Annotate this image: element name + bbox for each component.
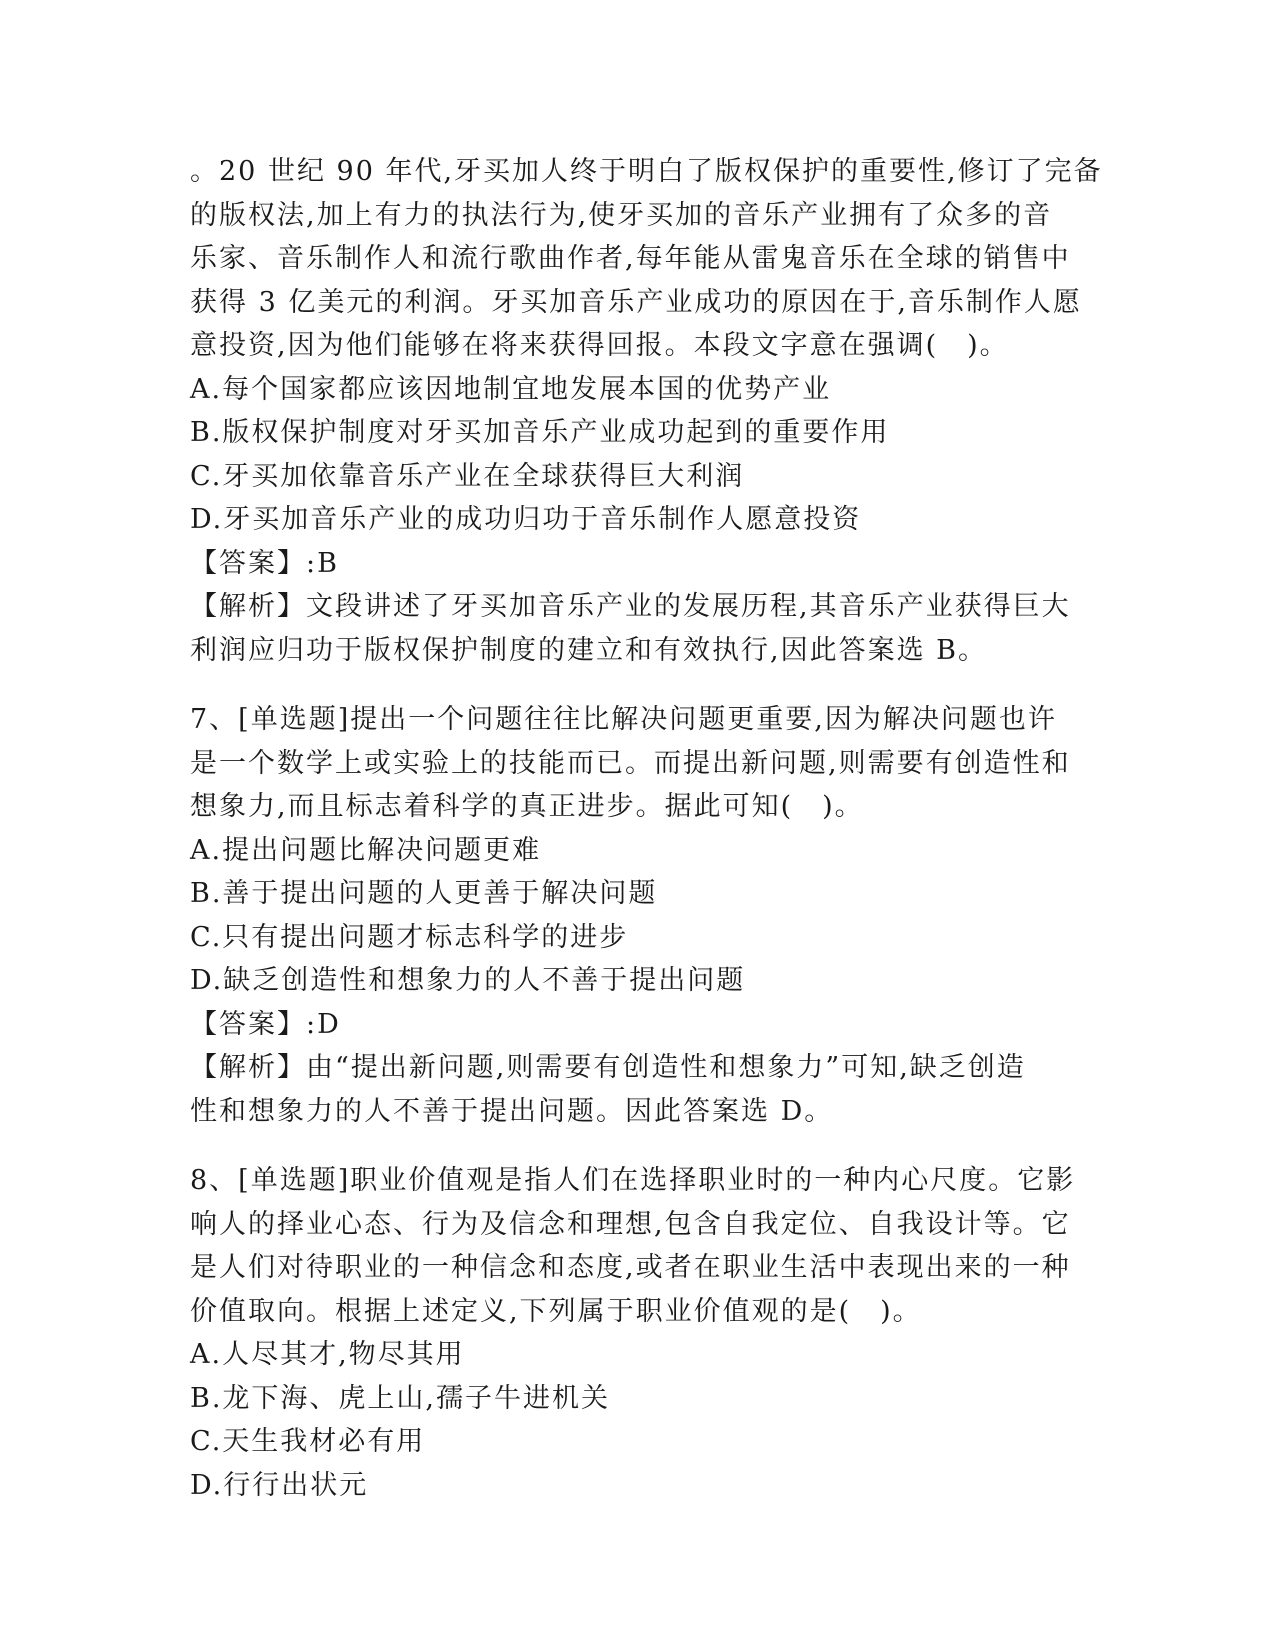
answer-line: 【答案】:D xyxy=(190,1008,341,1040)
stem-line: 。20 世纪 90 年代,牙买加人终于明白了版权保护的重要性,修订了完备 xyxy=(190,156,1103,187)
option-d: D.行行出状元 xyxy=(190,1469,369,1501)
answer-line: 【答案】:B xyxy=(190,547,339,579)
question-block-6 xyxy=(190,150,1103,672)
stem-line: 乐家、音乐制作人和流行歌曲作者,每年能从雷鬼音乐在全球的销售中 xyxy=(190,243,1071,274)
options-list xyxy=(190,368,1090,542)
stem-line: 获得 3 亿美元的利润。牙买加音乐产业成功的原因在于,音乐制作人愿 xyxy=(190,286,1082,318)
option-a: A.人尽其才,物尽其用 xyxy=(190,1339,465,1370)
stem-line: 是人们对待职业的一种信念和态度,或者在职业生活中表现出来的一种 xyxy=(190,1252,1071,1283)
option-b: B.善于提出问题的人更善于解决问题 xyxy=(190,878,658,909)
stem-line: 价值取向。根据上述定义,下列属于职业价值观的是( )。 xyxy=(190,1295,922,1327)
question-block-7 xyxy=(190,698,1090,1133)
option-d: D.缺乏创造性和想象力的人不善于提出问题 xyxy=(190,965,746,996)
analysis xyxy=(190,585,1090,672)
analysis-line: 利润应归功于版权保护制度的建立和有效执行,因此答案选 B。 xyxy=(190,634,988,666)
option-c: C.牙买加依靠音乐产业在全球获得巨大利润 xyxy=(190,460,745,492)
stem-line: 7、[单选题]提出一个问题往往比解决问题更重要,因为解决问题也许 xyxy=(190,704,1057,735)
spacer xyxy=(190,1133,1090,1159)
option-a: A.提出问题比解决问题更难 xyxy=(190,834,542,866)
options-list xyxy=(190,829,1090,1003)
stem-line: 的版权法,加上有力的执法行为,使牙买加的音乐产业拥有了众多的音 xyxy=(190,199,1053,231)
option-b: B.版权保护制度对牙买加音乐产业成功起到的重要作用 xyxy=(190,417,890,448)
option-a: A.每个国家都应该因地制宜地发展本国的优势产业 xyxy=(190,373,832,405)
option-c: C.只有提出问题才标志科学的进步 xyxy=(190,921,629,953)
stem-line: 响人的择业心态、行为及信念和理想,包含自我定位、自我设计等。它 xyxy=(190,1208,1071,1240)
spacer xyxy=(190,672,1090,698)
stem-line: 是一个数学上或实验上的技能而已。而提出新问题,则需要有创造性和 xyxy=(190,747,1071,779)
document-page xyxy=(190,150,1103,1507)
option-b: B.龙下海、虎上山,孺子牛进机关 xyxy=(190,1382,611,1414)
analysis xyxy=(190,1046,1090,1133)
stem-line: 想象力,而且标志着科学的真正进步。据此可知( )。 xyxy=(190,791,864,822)
analysis-line: 【解析】文段讲述了牙买加音乐产业的发展历程,其音乐产业获得巨大 xyxy=(190,591,1071,622)
question-stem xyxy=(190,1159,1090,1333)
analysis-line: 【解析】由“提出新问题,则需要有创造性和想象力”可知,缺乏创造 xyxy=(190,1052,1026,1083)
options-list xyxy=(190,1333,1090,1507)
stem-line: 意投资,因为他们能够在将来获得回报。本段文字意在强调( )。 xyxy=(190,330,1009,361)
option-c: C.天生我材必有用 xyxy=(190,1426,426,1457)
question-block-8 xyxy=(190,1159,1090,1507)
question-stem xyxy=(190,150,1103,368)
question-stem xyxy=(190,698,1090,829)
stem-line: 8、[单选题]职业价值观是指人们在选择职业时的一种内心尺度。它影 xyxy=(190,1165,1076,1196)
option-d: D.牙买加音乐产业的成功归功于音乐制作人愿意投资 xyxy=(190,504,862,535)
analysis-line: 性和想象力的人不善于提出问题。因此答案选 D。 xyxy=(190,1095,834,1127)
